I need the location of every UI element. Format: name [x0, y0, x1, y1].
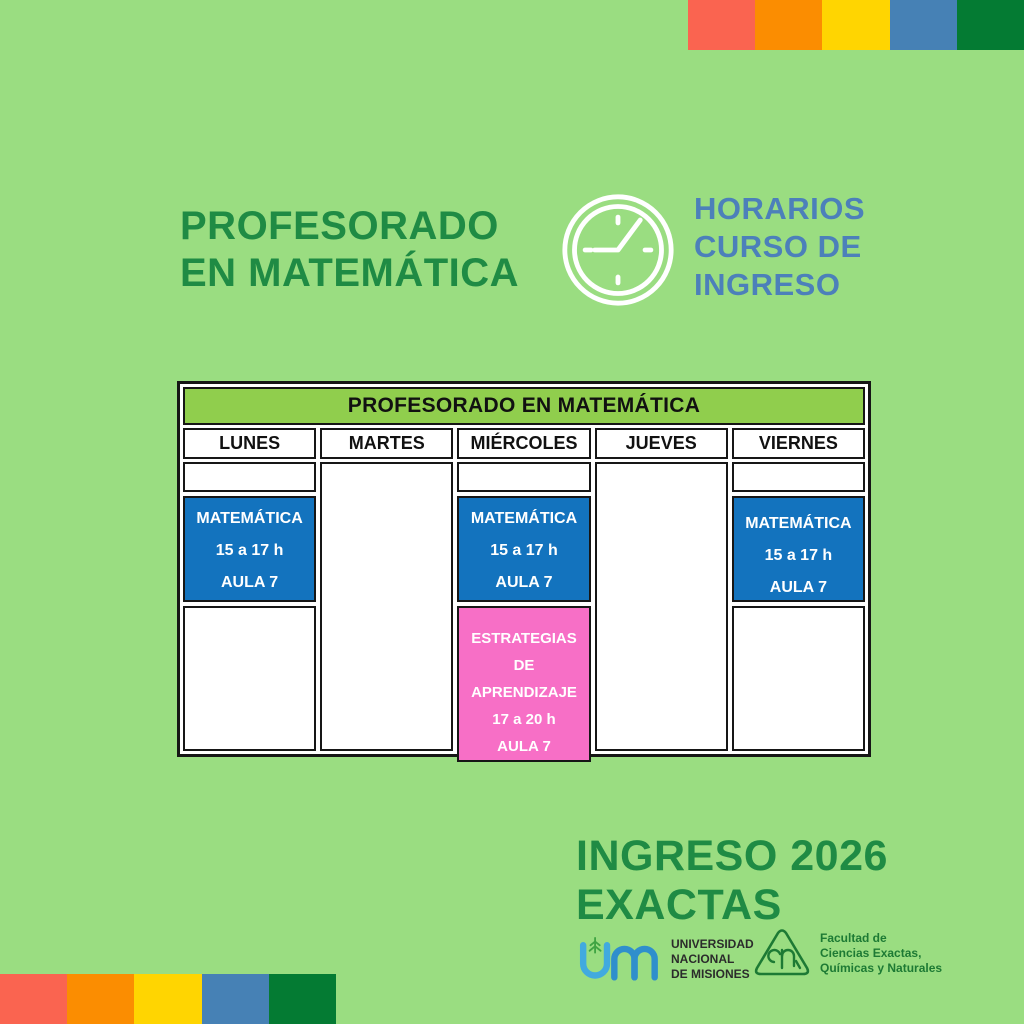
unm-text-line2: NACIONAL [671, 951, 735, 966]
subtitle [694, 190, 865, 304]
class-subject-line3: APRENDIZAJE [471, 684, 577, 701]
column-jueves [595, 462, 728, 751]
stripe-green [269, 974, 336, 1024]
stripe-orange [67, 974, 134, 1024]
class-cell-miercoles-estrategias [457, 606, 590, 762]
day-header-viernes: VIERNES [732, 428, 865, 459]
unm-logo-text [671, 937, 754, 982]
column-miercoles [457, 462, 590, 755]
empty-cell [732, 462, 865, 492]
empty-cell [457, 462, 590, 492]
class-subject: MATEMÁTICA [196, 510, 303, 527]
day-header-miercoles: MIÉRCOLES [457, 428, 590, 459]
campaign-title [576, 832, 888, 930]
subtitle-line1: HORARIOS [694, 191, 866, 226]
timetable-day-header-row [183, 428, 865, 459]
unm-text-line1: UNIVERSIDAD [671, 936, 754, 951]
subtitle-line2: CURSO DE [694, 229, 862, 264]
unm-text-line3: DE MISIONES [671, 966, 750, 981]
class-room: AULA 7 [221, 574, 279, 591]
class-subject-line2: DE [513, 657, 535, 674]
timetable [177, 381, 871, 757]
column-lunes [183, 462, 316, 751]
unm-logo [574, 932, 754, 986]
page-title-line2: EN MATEMÁTICA [180, 251, 520, 295]
stripe-yellow [134, 974, 201, 1024]
fceqyn-text-line2: Ciencias Exactas, [820, 945, 922, 960]
stripe-blue [890, 0, 957, 50]
class-subject-line1: ESTRATEGIAS [471, 630, 577, 647]
stripe-coral [0, 974, 67, 1024]
fceqyn-logo-text [820, 931, 942, 976]
campaign-line2: EXACTAS [576, 881, 782, 929]
empty-cell [183, 606, 316, 751]
class-room: AULA 7 [495, 574, 553, 591]
stripe-blue [202, 974, 269, 1024]
unm-logo-icon [574, 932, 662, 986]
timetable-title: PROFESORADO EN MATEMÁTICA [183, 387, 865, 425]
page-title [180, 203, 519, 297]
fceqyn-logo [753, 928, 942, 978]
class-time: 15 a 17 h [490, 542, 558, 559]
class-time: 15 a 17 h [764, 547, 833, 564]
day-header-lunes: LUNES [183, 428, 316, 459]
class-room: AULA 7 [497, 738, 551, 755]
fceqyn-text-line3: Químicas y Naturales [820, 960, 943, 975]
empty-cell [595, 462, 728, 751]
column-martes [320, 462, 453, 751]
clock-icon [560, 192, 676, 308]
empty-cell [183, 462, 316, 492]
fceqyn-text-line1: Facultad de [820, 930, 887, 945]
day-header-jueves: JUEVES [595, 428, 728, 459]
class-time: 17 a 20 h [492, 711, 556, 728]
stripe-green [957, 0, 1024, 50]
page-title-line1: PROFESORADO [180, 204, 499, 248]
empty-cell [320, 462, 453, 751]
class-subject: MATEMÁTICA [470, 510, 578, 527]
column-viernes [732, 462, 865, 751]
stripe-yellow [822, 0, 889, 50]
fceqyn-logo-icon [753, 928, 811, 978]
day-header-martes: MARTES [320, 428, 453, 459]
class-cell-viernes-matematica [732, 496, 865, 602]
class-subject: MATEMÁTICA [745, 515, 852, 532]
stripe-orange [755, 0, 822, 50]
class-room: AULA 7 [769, 579, 827, 596]
class-cell-lunes-matematica [183, 496, 316, 602]
decor-stripes-top [688, 0, 1024, 50]
empty-cell [732, 606, 865, 751]
stripe-coral [688, 0, 755, 50]
timetable-body [183, 462, 865, 755]
campaign-line1: INGRESO 2026 [576, 832, 888, 880]
class-time: 15 a 17 h [215, 542, 284, 559]
subtitle-line3: INGRESO [694, 267, 841, 302]
class-cell-miercoles-matematica [457, 496, 590, 602]
decor-stripes-bottom [0, 974, 336, 1024]
